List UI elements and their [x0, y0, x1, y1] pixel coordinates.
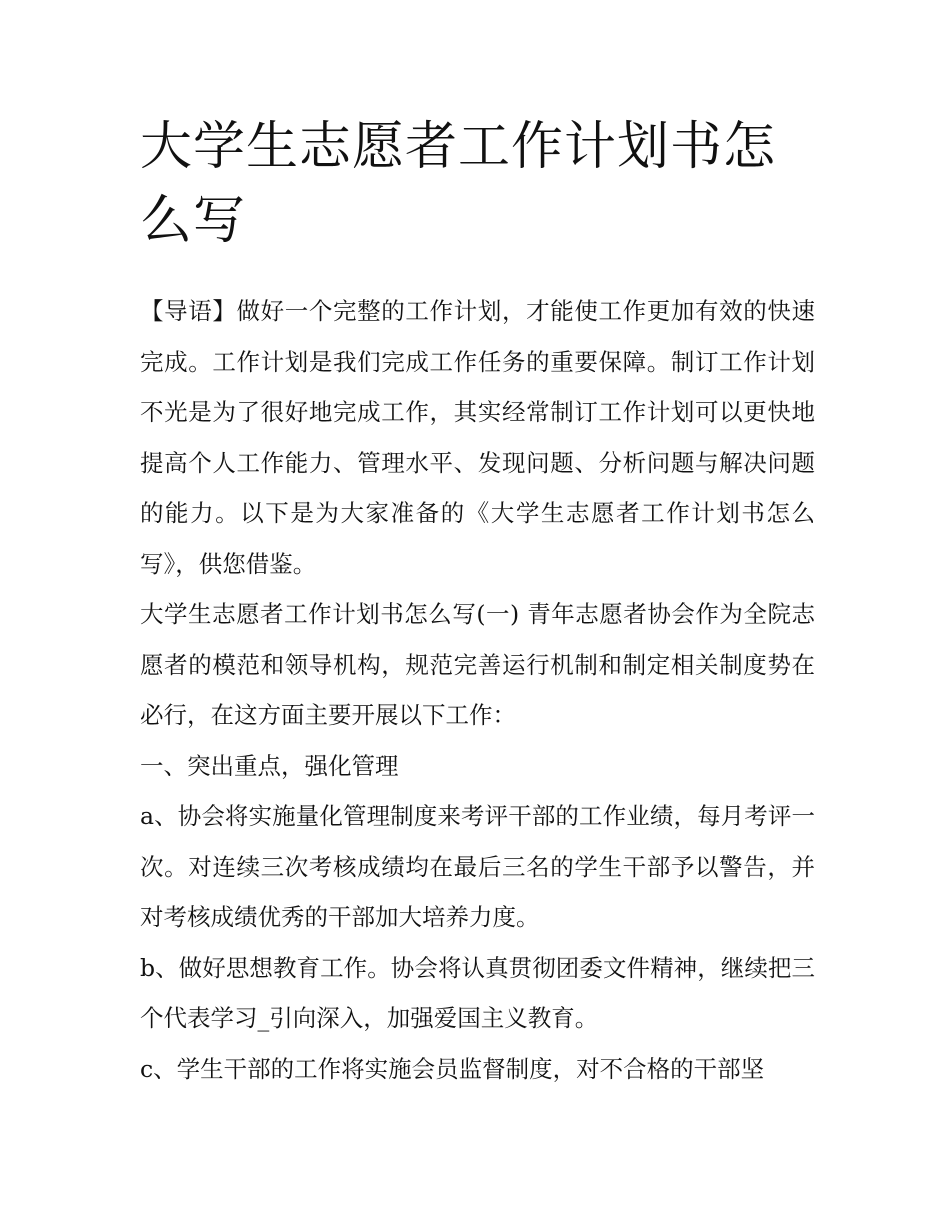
- paragraph-plan-one: 大学生志愿者工作计划书怎么写(一) 青年志愿者协会作为全院志愿者的模范和领导机构，规范完善运行机制和制定相关制度势在必行，在这方面主要开展以下工作：: [140, 600, 815, 729]
- document-page: [140, 110, 815, 1094]
- document-title: 大学生志愿者工作计划书怎么写: [140, 117, 777, 251]
- paragraph-item-c: c、学生干部的工作将实施会员监督制度，对不合格的干部坚: [140, 1054, 765, 1083]
- paragraph-item-b: b、做好思想教育工作。协会将认真贯彻团委文件精神，继续把三个代表学习_引向深入，加强爱国主义教育。: [140, 953, 815, 1032]
- paragraph-intro: 【导语】做好一个完整的工作计划，才能使工作更加有效的快速完成。工作计划是我们完成工作任务的重要保障。制订工作计划不光是为了很好地完成工作，其实经常制订工作计划可以更快地提高个人工作能力、管理水平、发现问题、分析问题与解决问题的能力。以下是为大家准备的《大学生志愿者工作计划书怎么写》，供您借鉴。: [140, 297, 815, 578]
- paragraph-item-a: a、协会将实施量化管理制度来考评干部的工作业绩，每月考评一次。对连续三次考核成绩均在最后三名的学生干部予以警告，并对考核成绩优秀的干部加大培养力度。: [140, 802, 815, 931]
- section-heading-one: 一、突出重点，强化管理: [140, 751, 399, 780]
